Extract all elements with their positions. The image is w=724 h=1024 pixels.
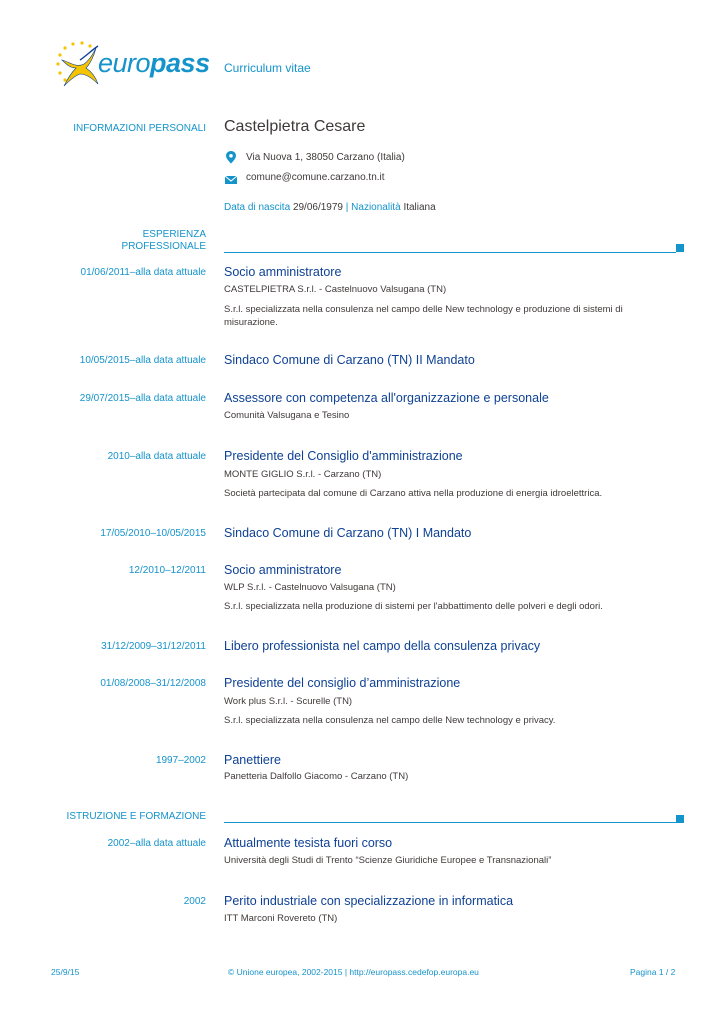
birth-value: 29/06/1979: [292, 202, 343, 213]
experience-title: Presidente del consiglio d’amministrazione: [224, 676, 461, 690]
education-institution: Università degli Studi di Trento “Scienze Giuridiche Europee e Transnazionali”: [224, 855, 552, 866]
section-rule-marker: [676, 815, 684, 823]
experience-label-line-1: ESPERIENZA: [142, 229, 206, 240]
experience-title: Assessore con competenza all'organizzazione e personale: [224, 391, 549, 405]
email-link[interactable]: comune@comune.carzano.tn.it: [246, 172, 385, 183]
education-title: Perito industriale con specializzazione in informatica: [224, 894, 514, 908]
birth-nationality-line: [224, 202, 436, 213]
experience-org: CASTELPIETRA S.r.l. - Castelnuovo Valsugana (TN): [224, 284, 447, 295]
nationality-label: Nazionalità: [351, 202, 401, 213]
experience-org: Panetteria Dalfollo Giacomo - Carzano (TN): [224, 771, 409, 782]
education-title: Attualmente tesista fuori corso: [224, 836, 393, 850]
section-rule: [224, 822, 676, 823]
logo-text-bold: pass: [150, 48, 210, 78]
experience-description-line-2: misurazione.: [224, 317, 278, 328]
education-date: 2002–alla data attuale: [107, 838, 206, 849]
experience-title: Sindaco Comune di Carzano (TN) I Mandato: [224, 526, 472, 540]
experience-org: WLP S.r.l. - Castelnuovo Valsugana (TN): [224, 582, 396, 593]
experience-title: Presidente del Consiglio d'amministrazione: [224, 449, 463, 463]
location-pin-icon: [224, 150, 238, 164]
experience-title: Libero professionista nel campo della consulenza privacy: [224, 639, 541, 653]
nationality-value: Italiana: [403, 202, 436, 213]
experience-date: 29/07/2015–alla data attuale: [79, 393, 206, 404]
experience-description-line-1: S.r.l. specializzata nella consulenza nel campo delle New technology e produzione di sistemi di: [224, 304, 623, 315]
separator: |: [345, 202, 349, 213]
experience-label: [0, 229, 206, 253]
education-date: 2002: [183, 896, 206, 907]
footer-date: 25/9/15: [51, 967, 80, 977]
experience-date: 1997–2002: [155, 755, 206, 766]
figure-icon: [62, 48, 98, 86]
experience-date: 17/05/2010–10/05/2015: [100, 528, 206, 539]
experience-org: MONTE GIGLIO S.r.l. - Carzano (TN): [224, 469, 382, 480]
education-label: ISTRUZIONE E FORMAZIONE: [66, 811, 206, 822]
address-text: Via Nuova 1, 38050 Carzano (Italia): [246, 152, 405, 163]
experience-org: Work plus S.r.l. - Scurelle (TN): [224, 696, 353, 707]
logo-wordmark: [98, 48, 210, 79]
section-rule: [224, 252, 676, 253]
experience-title: Socio amministratore: [224, 563, 342, 577]
experience-org: Comunità Valsugana e Tesino: [224, 410, 350, 421]
experience-description: [224, 303, 664, 329]
experience-description: S.r.l. specializzata nella consulenza nel campo delle New technology e privacy.: [224, 715, 556, 726]
experience-date: 31/12/2009–31/12/2011: [101, 641, 206, 652]
section-rule-marker: [676, 244, 684, 252]
experience-date: 12/2010–12/2011: [128, 565, 206, 576]
experience-title: Socio amministratore: [224, 265, 342, 279]
person-name: Castelpietra Cesare: [224, 118, 366, 135]
experience-label-line-2: PROFESSIONALE: [121, 241, 206, 252]
experience-description: S.r.l. specializzata nella produzione di sistemi per l'abbattimento delle polveri e degli odori.: [224, 601, 603, 612]
footer-copyright-link[interactable]: © Unione europea, 2002-2015 | http://europass.cedefop.europa.eu: [228, 967, 479, 977]
experience-date: 01/06/2011–alla data attuale: [80, 267, 206, 278]
experience-description: Società partecipata dal comune di Carzano attiva nella produzione di energia idroelettrica.: [224, 488, 603, 499]
experience-date: 2010–alla data attuale: [107, 451, 206, 462]
envelope-icon: [224, 173, 238, 187]
footer-page-number: Pagina 1 / 2: [630, 967, 676, 977]
document-title: Curriculum vitae: [224, 61, 311, 75]
logo-text-light: euro: [98, 48, 151, 78]
experience-date: 01/08/2008–31/12/2008: [100, 678, 206, 689]
experience-title: Sindaco Comune di Carzano (TN) II Mandato: [224, 353, 475, 367]
experience-date: 10/05/2015–alla data attuale: [79, 355, 206, 366]
personal-info-label: INFORMAZIONI PERSONALI: [73, 123, 206, 134]
birth-label: Data di nascita: [224, 202, 291, 213]
experience-title: Panettiere: [224, 753, 281, 767]
education-institution: ITT Marconi Rovereto (TN): [224, 913, 338, 924]
